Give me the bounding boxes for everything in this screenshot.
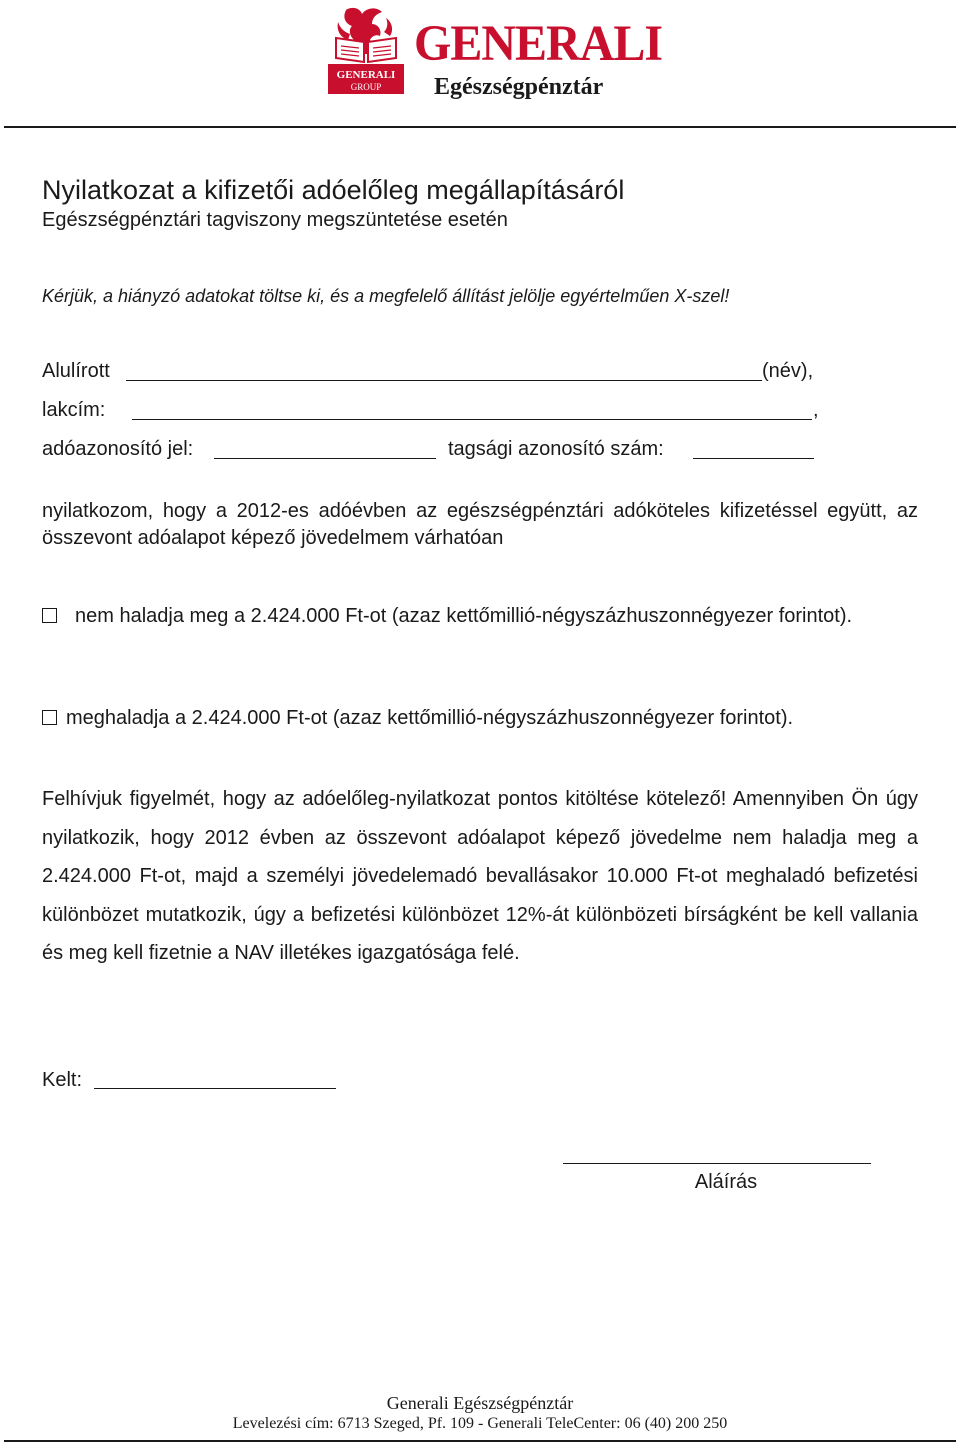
page-title: Nyilatkozat a kifizetői adóelőleg megállapításáról xyxy=(42,175,625,205)
member-id-label: tagsági azonosító szám: xyxy=(448,438,664,460)
name-label: Alulírott xyxy=(42,360,110,382)
address-suffix: , xyxy=(813,399,819,421)
option-exceed[interactable] xyxy=(42,705,793,731)
logo-text-top: GENERALI xyxy=(336,69,396,81)
name-field[interactable] xyxy=(126,380,762,381)
brand-subtitle: Egészségpénztár xyxy=(434,74,604,100)
tax-id-label: adóazonosító jel: xyxy=(42,438,194,460)
date-label: Kelt: xyxy=(42,1069,83,1091)
checkbox-exceed[interactable] xyxy=(42,710,57,725)
instruction-text: Kérjük, a hiányzó adatokat töltse ki, és a megfelelő állítást jelölje egyértelműen X-szel! xyxy=(42,286,730,306)
brand-name: GENERALI xyxy=(414,15,663,72)
option-exceed-label: meghaladja a 2.424.000 Ft-ot (azaz kettőmillió-négyszázhuszonnégyezer forintot). xyxy=(66,707,794,729)
footer-company: Generali Egészségpénztár xyxy=(386,1393,574,1413)
option-not-exceed-label: nem haladja meg a 2.424.000 Ft-ot (azaz kettőmillió-négyszázhuszonnégyezer forintot). xyxy=(75,605,853,627)
statement-text: nyilatkozom, hogy a 2012-es adóévben az egészségpénztári adóköteles kifizetéssel együtt, az összevont adóalapot képező jövedelmem várhatóan xyxy=(42,500,918,549)
address-label: lakcím: xyxy=(42,399,106,421)
generali-lion-logo xyxy=(326,4,406,96)
member-id-field[interactable] xyxy=(693,458,814,459)
checkbox-not-exceed[interactable] xyxy=(42,608,57,623)
tax-id-field[interactable] xyxy=(214,458,436,459)
signature-field[interactable] xyxy=(563,1163,871,1164)
footer-divider xyxy=(4,1440,956,1442)
footer-contact: Levelezési cím: 6713 Szeged, Pf. 109 - Generali TeleCenter: 06 (40) 200 250 xyxy=(232,1415,728,1432)
signature-label: Aláírás xyxy=(694,1171,758,1193)
option-not-exceed[interactable] xyxy=(42,603,918,629)
logo-text-bottom: GROUP xyxy=(350,82,382,92)
notice-text: Felhívjuk figyelmét, hogy az adóelőleg-nyilatkozat pontos kitöltése kötelező! Amennyiben Ön úgy nyilatkozik, hogy 2012 évben az összevont adóalapot képező jövedelme nem haladja meg a 2.424.000 Ft-ot, majd a személyi jövedelemadó bevallásakor 10.000 Ft-ot meghaladó befizetési különbözet mutatkozik, úgy a befizetési különbözet 12%-át különbözeti bírságként be kell vallania és meg kell fizetnie a NAV illetékes igazgatósága felé. xyxy=(42,788,918,965)
lion-emblem-icon xyxy=(326,4,406,96)
name-suffix: (név), xyxy=(762,360,814,382)
header-divider xyxy=(4,126,956,128)
page-subtitle: Egészségpénztári tagviszony megszüntetése esetén xyxy=(42,209,508,231)
date-field[interactable] xyxy=(94,1088,336,1089)
address-field[interactable] xyxy=(132,419,812,420)
